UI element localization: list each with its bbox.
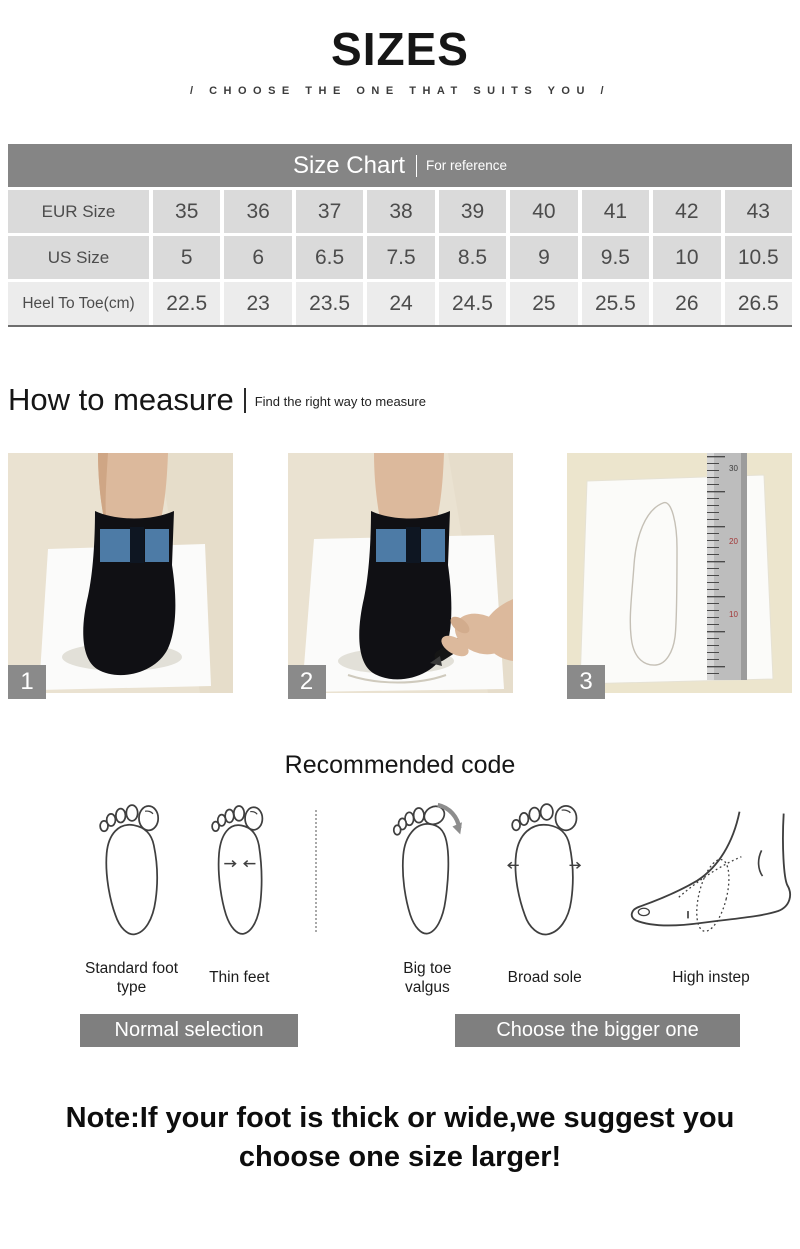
table-cell: 40 [510,190,577,233]
standard-foot-icon [84,796,180,946]
table-cell: 10 [653,236,720,279]
table-cell: 9.5 [582,236,649,279]
table-row [8,236,792,279]
ruler-measure-photo [567,453,792,693]
table-cell: 25 [510,282,577,325]
table-cell: 5 [153,236,220,279]
table-cell: 6 [224,236,291,279]
table-cell: 37 [296,190,363,233]
row-header: Heel To Toe(cm) [8,282,149,325]
table-cell: 23 [224,282,291,325]
step-photo-1 [8,453,233,693]
foot-type-thin [197,796,281,998]
foot-type-label: Big toe valgus [403,959,452,996]
group-divider [315,810,317,932]
header-divider [416,155,417,177]
size-note [0,1099,800,1177]
table-cell: 7.5 [367,236,434,279]
table-cell: 25.5 [582,282,649,325]
foot-type-standard [72,796,191,998]
row-header: US Size [8,236,149,279]
size-chart-table [8,144,792,327]
header-divider [244,388,246,413]
table-cell: 41 [582,190,649,233]
step-photo-2 [288,453,513,693]
measure-steps [8,453,792,693]
foot-type-label: High instep [672,969,750,987]
table-cell: 8.5 [439,236,506,279]
step-photo-3 [567,453,792,693]
table-cell: 24.5 [439,282,506,325]
choose-bigger-badge: Choose the bigger one [455,1014,740,1047]
foot-type-valgus [383,796,471,998]
how-to-measure-title: How to measure [8,382,234,417]
table-cell: 24 [367,282,434,325]
foot-type-diagrams [72,796,800,998]
size-note-line1: Note:If your foot is thick or wide,we suggest you [65,1102,735,1134]
table-row [8,282,792,325]
how-to-measure-header [8,384,792,415]
ruler-number: 20 [729,537,738,546]
foot-type-label: Thin feet [209,969,270,987]
table-cell: 9 [510,236,577,279]
foot-type-instep [622,796,800,998]
foot-on-paper-photo [8,453,233,693]
table-cell: 6.5 [296,236,363,279]
big-toe-valgus-icon [386,796,468,946]
table-cell: 23.5 [296,282,363,325]
size-note-line2: choose one size larger! [238,1141,562,1174]
broad-sole-icon [496,796,594,946]
page-subtitle: / CHOOSE THE ONE THAT SUITS YOU / [189,85,611,97]
size-chart-header [8,144,792,187]
step-number-badge: 2 [288,665,326,699]
how-to-measure-subtitle: Find the right way to measure [254,394,426,409]
table-cell: 35 [153,190,220,233]
size-chart-note: For reference [426,158,508,173]
recommended-title: Recommended code [284,751,516,779]
foot-type-label: Broad sole [507,969,582,987]
table-cell: 26 [653,282,720,325]
foot-type-label: Standard foot type [85,959,179,996]
size-chart-title: Size Chart [292,151,405,179]
table-cell: 38 [367,190,434,233]
page-title: SIZES [331,23,469,75]
table-row [8,190,792,233]
table-cell: 22.5 [153,282,220,325]
step-number-badge: 3 [567,665,605,699]
table-cell: 26.5 [725,282,792,325]
drawing-outline-photo [288,453,513,693]
table-cell: 42 [653,190,720,233]
table-cell: 36 [224,190,291,233]
normal-selection-badge: Normal selection [80,1014,298,1047]
row-header: EUR Size [8,190,149,233]
foot-type-broad [493,796,596,998]
table-cell: 39 [439,190,506,233]
ruler-number: 30 [729,464,738,473]
step-number-badge: 1 [8,665,46,699]
thin-feet-icon [200,796,278,946]
table-cell: 43 [725,190,792,233]
high-instep-icon [622,808,800,946]
table-cell: 10.5 [725,236,792,279]
selection-bars [0,1014,800,1047]
ruler-number: 10 [729,610,738,619]
